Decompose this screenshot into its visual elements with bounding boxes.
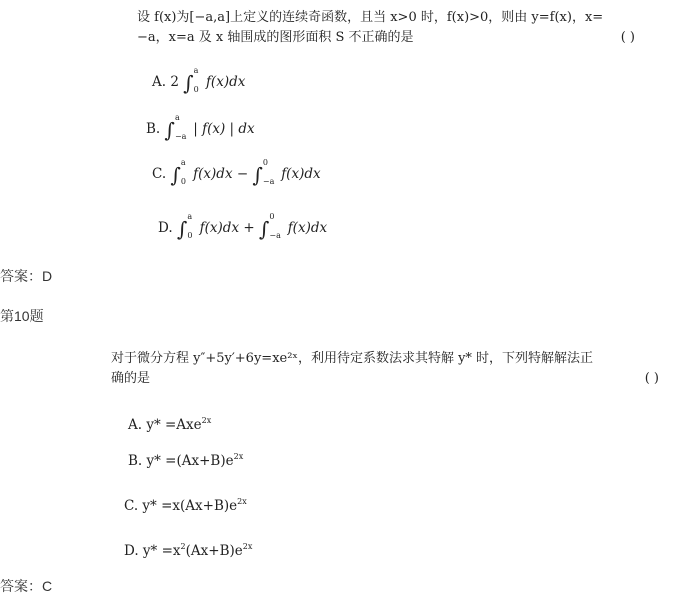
integral-sign: ∫	[252, 163, 263, 187]
q9-stem-line2: −a，x=a 及 x 轴围成的图形面积 S 不正确的是	[137, 30, 414, 45]
integral-sign: ∫	[258, 217, 270, 241]
q10-option-c: C. $y* =x(Ax+B)e^{2x}$	[124, 497, 247, 514]
integral-sign: ∫	[183, 71, 194, 95]
q10-option-d: D. $y* =x^2(Ax+B)e^{2x}$	[124, 542, 253, 559]
q10-heading: 第10题	[0, 308, 44, 324]
q10-stem-line1: 对于微分方程 y″+5y′+6y=xe²ˣ，利用待定系数法求其特解 y* 时，下列特解解法正	[111, 351, 594, 366]
integral-sign: ∫	[170, 163, 181, 187]
q9-stem-line1: 设 f(x)为[−a,a]上定义的连续奇函数，且当 x>0 时，f(x)>0，则由 y=f(x)，x=	[137, 10, 604, 25]
q10-answer: 答案：C	[0, 578, 53, 594]
q10-stem	[111, 349, 659, 389]
integral-sign: ∫	[164, 118, 175, 142]
q10-option-a: A. y* =Axe$^{2x}$	[128, 416, 212, 433]
q9-option-c: C. ∫ a 0 f(x)dx − ∫ 0 −a f(x)dx	[152, 158, 321, 187]
q9-answer-paren: ( )	[620, 30, 635, 45]
q10-option-b: B. $y* =(Ax+B)e^{2x}$	[128, 452, 244, 469]
q9-answer: 答案：D	[0, 268, 53, 284]
q9-option-a: A. 2 ∫ a 0 f(x)dx	[152, 66, 246, 95]
integral-sign: ∫	[176, 217, 188, 241]
q10-answer-paren: ( )	[644, 371, 659, 386]
q9-option-d: D. ∫ a 0 f(x)dx + ∫ 0 −a f(x)dx	[158, 212, 328, 241]
q9-stem	[137, 8, 635, 48]
q9-option-b: B. ∫ a −a | f(x) | dx	[146, 113, 255, 142]
q10-stem-line2: 确的是	[111, 371, 151, 386]
